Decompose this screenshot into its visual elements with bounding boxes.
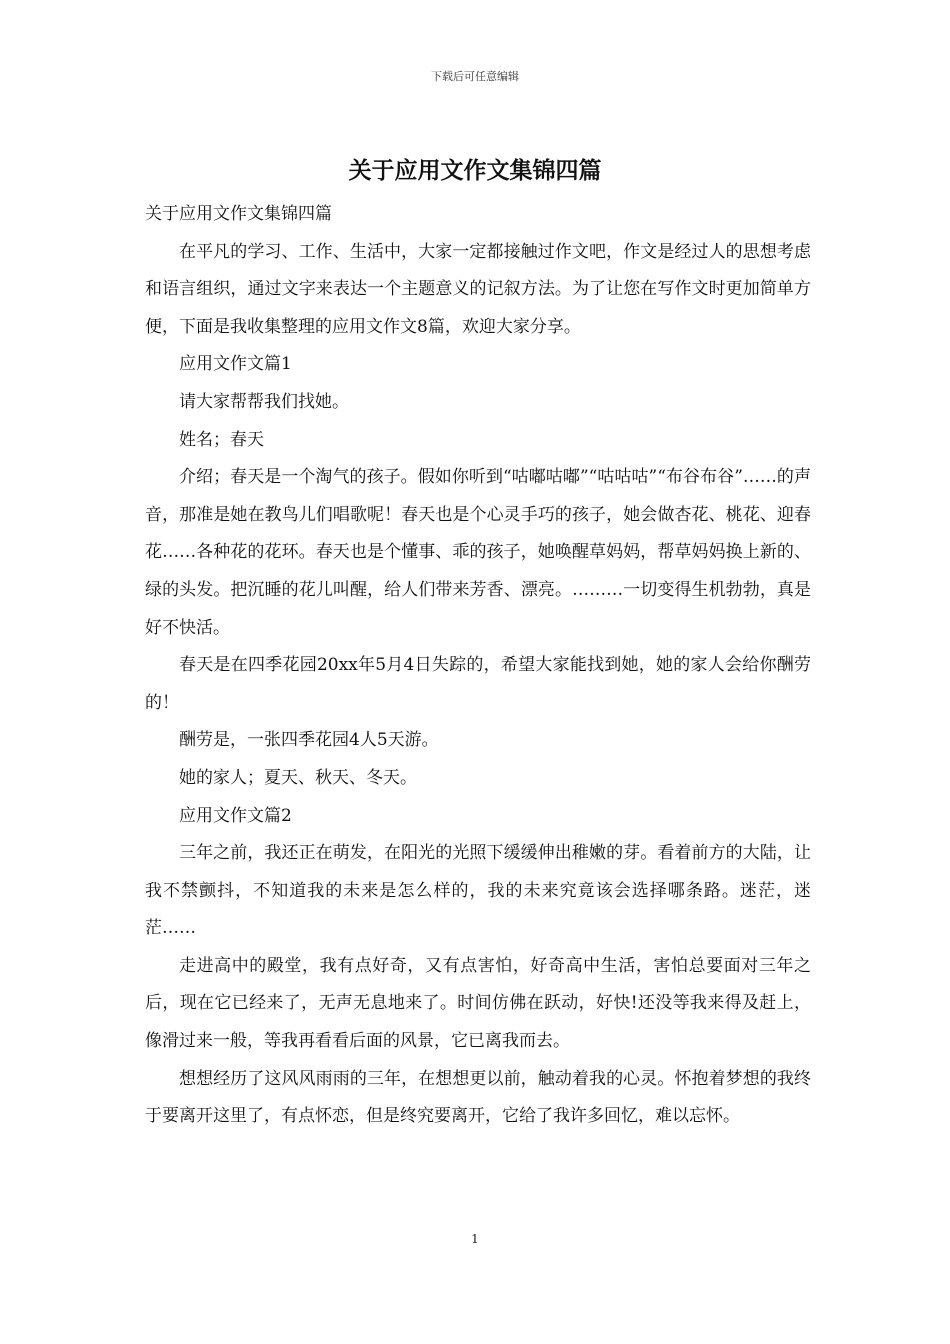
- paragraph: 三年之前，我还正在萌发，在阳光的光照下缓缓伸出稚嫩的芽。看着前方的大陆，让我不禁颤抖，不知道我的未来是怎么样的，我的未来究竟该会选择哪条路。迷茫，迷茫……: [145, 843, 811, 939]
- page-number: 1: [471, 1232, 479, 1246]
- section-heading-2: 应用文作文篇2: [179, 805, 292, 826]
- paragraph: 她的家人；夏天、秋天、冬天。: [179, 767, 417, 788]
- paragraph: 想想经历了这风风雨雨的三年，在想想更以前，触动着我的心灵。怀抱着梦想的我终于要离开这里了，有点怀恋，但是终究要离开，它给了我许多回忆，难以忘怀。: [145, 1068, 811, 1127]
- header-note: 下载后可任意编辑: [431, 70, 519, 83]
- section-heading-1: 应用文作文篇1: [179, 354, 292, 375]
- document-title: 关于应用文作文集锦四篇: [348, 157, 602, 184]
- paragraph: 酬劳是，一张四季花园4人5天游。: [179, 730, 439, 751]
- paragraph: 走进高中的殿堂，我有点好奇，又有点害怕，好奇高中生活，害怕总要面对三年之后，现在它已经来了，无声无息地来了。时间仿佛在跃动，好快!还没等我来得及赶上，像滑过来一般，等我再看看后面的风景，它已离我而去。: [145, 955, 811, 1052]
- paragraph: 姓名；春天: [179, 429, 264, 450]
- document-body: [145, 196, 811, 1136]
- paragraph: 介绍；春天是一个淘气的孩子。假如你听到“咕嘟咕嘟”“咕咕咕”“布谷布谷”……的声音，那准是她在教鸟儿们唱歌呢！春天也是个心灵手巧的孩子，她会做杏花、桃花、迎春花……各种花的花环。春天也是个懂事、乖的孩子，她唤醒草妈妈，帮草妈妈换上新的、绿的头发。把沉睡的花儿叫醒，给人们带来芳香、漂亮。………一切变得生机勃勃，真是好不快活。: [145, 467, 811, 638]
- paragraph: 请大家帮帮我们找她。: [179, 391, 349, 412]
- paragraph: 春天是在四季花园20xx年5月4日失踪的，希望大家能找到她，她的家人会给你酬劳的！: [145, 655, 811, 713]
- subtitle-paragraph: 关于应用文作文集锦四篇: [145, 204, 332, 224]
- intro-paragraph: 在平凡的学习、工作、生活中，大家一定都接触过作文吧，作文是经过人的思想考虑和语言组织，通过文字来表达一个主题意义的记叙方法。为了让您在写作文时更加简单方便，下面是我收集整理的应用文作文8篇，欢迎大家分享。: [145, 241, 811, 337]
